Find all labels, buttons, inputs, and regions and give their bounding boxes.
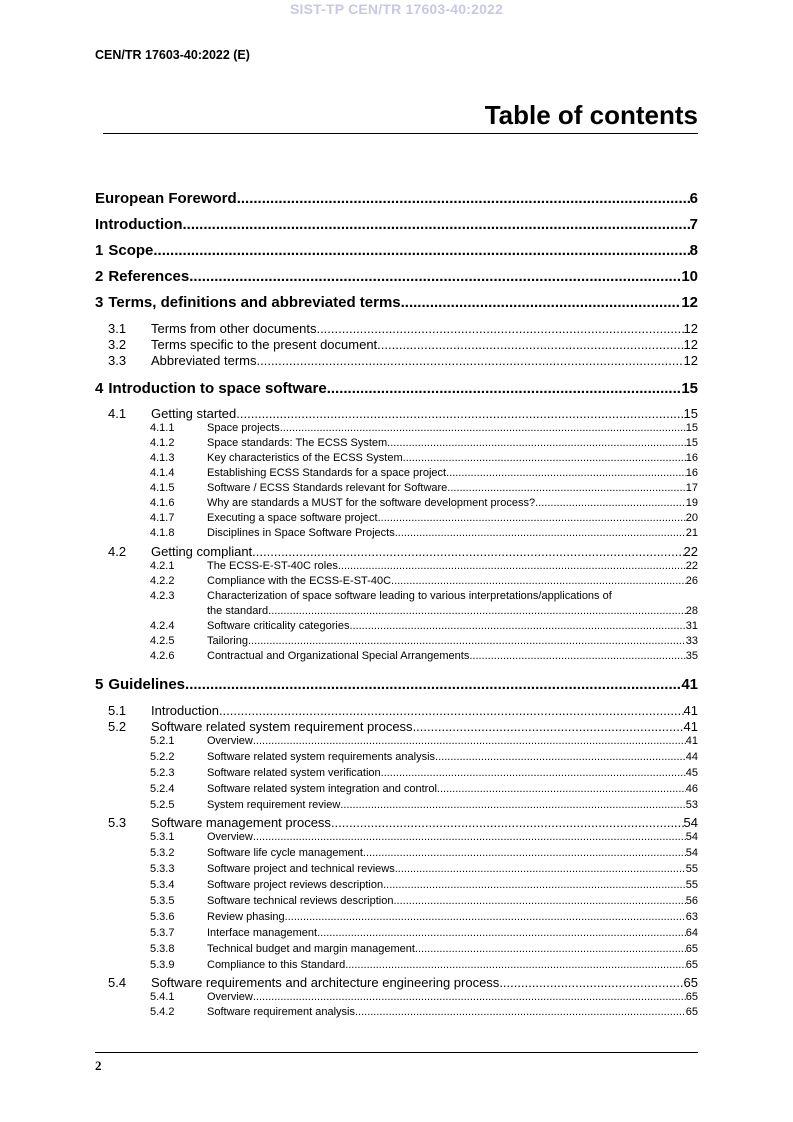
toc-entry-title [95,268,189,285]
dot-leader [403,452,686,464]
toc-entry-page: 55 [685,879,698,891]
toc-entry-page: 41 [685,735,698,747]
footer-divider [95,1052,698,1053]
toc-entry-number: 5.3.8 [150,943,175,955]
toc-entry-number: 4.2.4 [150,620,175,632]
toc-entry-title: Executing a space software project [207,512,378,524]
dot-leader [415,943,686,955]
toc-entry-number: 5.3.7 [150,927,175,939]
toc-entry[interactable] [95,991,698,1003]
dot-leader [257,353,684,368]
toc-entry[interactable] [95,216,698,233]
toc-entry-page: 16 [685,452,698,464]
toc-entry-title: Software related system requirements analysis [207,751,436,763]
toc-entry-page: 10 [681,268,698,285]
chapter-number: 4 [95,380,104,397]
toc-entry-number: 5.3.4 [150,879,175,891]
toc-entry-title: Getting compliant [151,544,253,559]
toc-entry-number: 5.2.3 [150,767,175,779]
dot-leader [437,783,686,795]
toc-entry[interactable] [95,527,698,539]
toc-entry[interactable] [95,831,698,843]
toc-entry-number: 5.3.5 [150,895,175,907]
chapter-number: 3 [95,294,104,311]
dot-leader [383,879,686,891]
toc-entry-page: 15 [681,380,698,397]
toc-entry-title: Establishing ECSS Standards for a space project [207,467,447,479]
toc-entry[interactable] [95,863,698,875]
toc-entry-number: 4.1.2 [150,437,175,449]
toc-entry-page: 26 [685,575,698,587]
toc-entry[interactable] [95,467,698,479]
page-title: Table of contents [484,100,698,130]
toc-entry-page: 17 [685,482,698,494]
chapter-title: Introduction to space software [108,380,327,397]
toc-entry[interactable] [95,676,698,693]
toc-entry[interactable] [95,975,698,990]
toc-entry-title [95,242,153,259]
document-id: CEN/TR 17603-40:2022 (E) [95,48,250,62]
toc-entry-number: 5.4.1 [150,991,175,1003]
toc-entry-title: Software management process [151,815,331,830]
toc-entry-page: 53 [685,799,698,811]
toc-entry-page: 28 [685,605,698,617]
dot-leader [285,911,686,923]
toc-entry-title [95,380,327,397]
toc-entry-number: 4.2.6 [150,650,175,662]
toc-entry-number: 4.2.2 [150,575,175,587]
toc-entry-page: 31 [685,620,698,632]
dot-leader [253,735,686,747]
toc-entry[interactable] [95,590,698,602]
dot-leader [237,190,690,207]
toc-entry-page: 41 [681,676,698,693]
toc-entry[interactable] [95,895,698,907]
toc-entry-title: Abbreviated terms [151,353,257,368]
toc-entry-title: Contractual and Organizational Special Arrangements [207,650,470,662]
toc-entry-title: Overview [207,831,253,843]
dot-leader [219,703,684,718]
dot-leader [317,927,686,939]
dot-leader [349,620,685,632]
toc-entry-title: Software related system verification [207,767,381,779]
toc-entry-title: Getting started [151,406,237,421]
toc-entry-page: 6 [689,190,698,207]
toc-entry-title: System requirement review [207,799,341,811]
toc-entry-page: 12 [683,353,698,368]
toc-entry-title: Software life cycle management [207,847,363,859]
toc-entry-number: 5.2.5 [150,799,175,811]
toc-entry[interactable] [95,783,698,795]
dot-leader [236,406,683,421]
toc-entry[interactable] [95,943,698,955]
toc-entry-number: 5.3.3 [150,863,175,875]
toc-entry-page: 20 [685,512,698,524]
toc-entry-page: 41 [683,719,698,734]
toc-entry-page: 54 [685,831,698,843]
toc-entry-page: 45 [685,767,698,779]
toc-entry-title-continuation: the standard [207,605,269,617]
toc-entry-page: 44 [685,751,698,763]
toc-entry-page: 12 [683,321,698,336]
toc-entry[interactable] [95,497,698,509]
dot-leader [345,959,686,971]
toc-entry[interactable] [95,190,698,207]
toc-entry-number: 5.3.1 [150,831,175,843]
toc-entry[interactable] [95,242,698,259]
dot-leader [469,650,685,662]
toc-entry-page: 46 [685,783,698,795]
toc-entry-number: 5.3 [108,815,127,830]
toc-entry-page: 12 [683,337,698,352]
toc-entry-number: 5.2 [108,719,127,734]
toc-entry[interactable] [95,927,698,939]
toc-entry[interactable] [95,735,698,747]
toc-entry-number: 5.2.4 [150,783,175,795]
dot-leader [340,799,685,811]
toc-entry-number: 3.3 [108,353,127,368]
dot-leader [378,512,686,524]
dot-leader [393,895,685,907]
dot-leader [499,975,683,990]
toc-entry-number: 5.2.2 [150,751,175,763]
toc-entry-title: Tailoring [207,635,248,647]
toc-entry-title: Compliance to this Standard [207,959,346,971]
dot-leader [377,337,683,352]
dot-leader [153,242,689,259]
toc-entry-title: Software related system integration and control [207,783,437,795]
toc-entry-title: The ECSS-E-ST-40C roles [207,560,338,572]
dot-leader [363,847,686,859]
dot-leader [391,575,686,587]
toc-entry[interactable] [95,452,698,464]
toc-entry-number: 5.1 [108,703,127,718]
toc-entry[interactable] [95,767,698,779]
dot-leader [381,767,686,779]
dot-leader [280,422,686,434]
toc-entry-number: 4.1.1 [150,422,175,434]
toc-entry[interactable] [95,380,698,397]
toc-entry-page: 65 [683,975,698,990]
toc-entry[interactable] [95,575,698,587]
toc-entry-page: 56 [685,895,698,907]
toc-entry[interactable] [95,847,698,859]
toc-entry-title: Space projects [207,422,280,434]
toc-entry[interactable] [95,959,698,971]
dot-leader [252,544,683,559]
dot-leader [331,815,684,830]
toc-entry[interactable] [95,422,698,434]
toc-entry[interactable] [95,815,698,830]
dot-leader [387,437,686,449]
toc-entry-page: 33 [685,635,698,647]
toc-entry[interactable] [95,337,698,352]
toc-entry-number: 4.1.8 [150,527,175,539]
toc-entry[interactable] [95,512,698,524]
dot-leader [355,1006,686,1018]
toc-entry-number: 5.3.6 [150,911,175,923]
dot-leader [395,863,686,875]
toc-entry-title: Software criticality categories [207,620,350,632]
watermark: SIST-TP CEN/TR 17603-40:2022 [289,1,504,17]
toc-entry-title: Disciplines in Space Software Projects [207,527,395,539]
toc-entry-page: 65 [685,991,698,1003]
toc-entry[interactable] [95,911,698,923]
toc-entry-page: 21 [685,527,698,539]
dot-leader [338,560,686,572]
dot-leader [395,527,686,539]
toc-entry[interactable] [95,294,698,311]
toc-entry-number: 4.1.7 [150,512,175,524]
toc-entry[interactable] [95,703,698,718]
toc-entry-title [95,676,185,693]
toc-entry-page: 65 [685,959,698,971]
toc-entry-page: 15 [683,406,698,421]
toc-entry-title: Key characteristics of the ECSS System [207,452,403,464]
chapter-title: Terms, definitions and abbreviated terms [108,294,401,311]
toc-entry-page: 65 [685,943,698,955]
toc-entry-title: Space standards: The ECSS System [207,437,388,449]
toc-entry[interactable] [95,321,698,336]
chapter-title: Scope [108,242,154,259]
toc-entry[interactable] [95,544,698,559]
toc-entry[interactable] [95,482,698,494]
toc-entry-page: 15 [685,437,698,449]
toc-entry-number: 4.2.3 [150,590,175,602]
dot-leader [446,467,686,479]
toc-entry[interactable] [95,751,698,763]
toc-entry-page: 22 [685,560,698,572]
toc-entry-number: 4.1.3 [150,452,175,464]
toc-entry-page: 12 [681,294,698,311]
toc-entry[interactable] [95,879,698,891]
toc-entry-title: Overview [207,735,253,747]
toc-entry-page: 64 [685,927,698,939]
toc-entry-number: 5.3.9 [150,959,175,971]
toc-entry-page: 63 [685,911,698,923]
dot-leader [435,751,686,763]
toc-entry-title: Software project and technical reviews [207,863,395,875]
chapter-title: References [108,268,190,285]
toc-entry-number: 4.2 [108,544,127,559]
toc-entry[interactable] [95,1006,698,1018]
dot-leader [268,605,686,617]
toc-entry-number: 5.3.2 [150,847,175,859]
toc-entry[interactable] [95,650,698,662]
toc-entry-number: 3.2 [108,337,127,352]
toc-entry-title: Terms from other documents [151,321,317,336]
toc-entry-page: 22 [683,544,698,559]
dot-leader [401,294,682,311]
toc-entry-title: Technical budget and margin management [207,943,415,955]
toc-entry-title: Software related system requirement process [151,719,413,734]
toc-entry-title [95,294,401,311]
toc-entry-number: 3.1 [108,321,127,336]
dot-leader [535,497,686,509]
toc-entry-page: 65 [685,1006,698,1018]
dot-leader [185,676,681,693]
dot-leader [253,831,686,843]
toc-entry[interactable] [95,635,698,647]
toc-entry-number: 5.4 [108,975,127,990]
toc-entry-title: Characterization of space software leading to various interpretations/applications of [207,590,612,602]
toc-entry-page: 15 [685,422,698,434]
dot-leader [316,321,683,336]
dot-leader [327,380,682,397]
toc-entry-number: 4.1.6 [150,497,175,509]
toc-entry[interactable] [95,799,698,811]
toc-entry[interactable] [95,719,698,734]
toc-entry[interactable] [95,620,698,632]
toc-entry-number: 4.1.4 [150,467,175,479]
toc-entry-title: Overview [207,991,253,1003]
toc-entry[interactable] [95,437,698,449]
toc-entry-title: Software requirements and architecture engineering process [151,975,500,990]
toc-entry-title: Software technical reviews description [207,895,394,907]
toc-entry-title: Introduction [151,703,219,718]
chapter-title: European Foreword [95,190,237,207]
toc-entry-title: Terms specific to the present document [151,337,378,352]
toc-entry-title: Software project reviews description [207,879,384,891]
toc-entry-title [95,216,182,233]
chapter-number: 2 [95,268,104,285]
toc-entry-number: 5.2.1 [150,735,175,747]
chapter-title: Introduction [95,216,183,233]
toc-entry-page: 8 [689,242,698,259]
toc-entry-number: 4.1 [108,406,127,421]
toc-entry-title: Compliance with the ECSS-E-ST-40C [207,575,392,587]
chapter-number: 1 [95,242,104,259]
toc-entry-title [95,190,237,207]
toc-entry-page: 41 [683,703,698,718]
toc-entry[interactable] [95,268,698,285]
dot-leader [413,719,684,734]
toc-entry[interactable] [95,560,698,572]
dot-leader [447,482,685,494]
toc-entry-page: 55 [685,863,698,875]
toc-entry-page: 35 [685,650,698,662]
toc-entry-page: 7 [689,216,698,233]
title-divider [103,133,698,134]
dot-leader [182,216,689,233]
toc-entry-page: 54 [683,815,698,830]
toc-entry-page: 16 [685,467,698,479]
toc-entry-page: 54 [685,847,698,859]
toc-entry-title: Review phasing [207,911,285,923]
toc-entry-title: Software / ECSS Standards relevant for Software [207,482,448,494]
toc-entry-number: 5.4.2 [150,1006,175,1018]
toc-entry-title: Software requirement analysis [207,1006,355,1018]
toc-entry[interactable] [95,353,698,368]
dot-leader [189,268,681,285]
dot-leader [248,635,686,647]
toc-entry-title: Why are standards a MUST for the software development process? [207,497,536,509]
chapter-title: Guidelines [108,676,186,693]
toc-entry-page: 19 [685,497,698,509]
dot-leader [253,991,686,1003]
page-number: 2 [95,1058,102,1073]
toc-entry[interactable] [95,406,698,421]
chapter-number: 5 [95,676,104,693]
toc-entry-continuation[interactable] [95,605,698,617]
toc-entry-number: 4.2.1 [150,560,175,572]
toc-entry-number: 4.2.5 [150,635,175,647]
toc-entry-title: Interface management [207,927,318,939]
toc-entry-number: 4.1.5 [150,482,175,494]
